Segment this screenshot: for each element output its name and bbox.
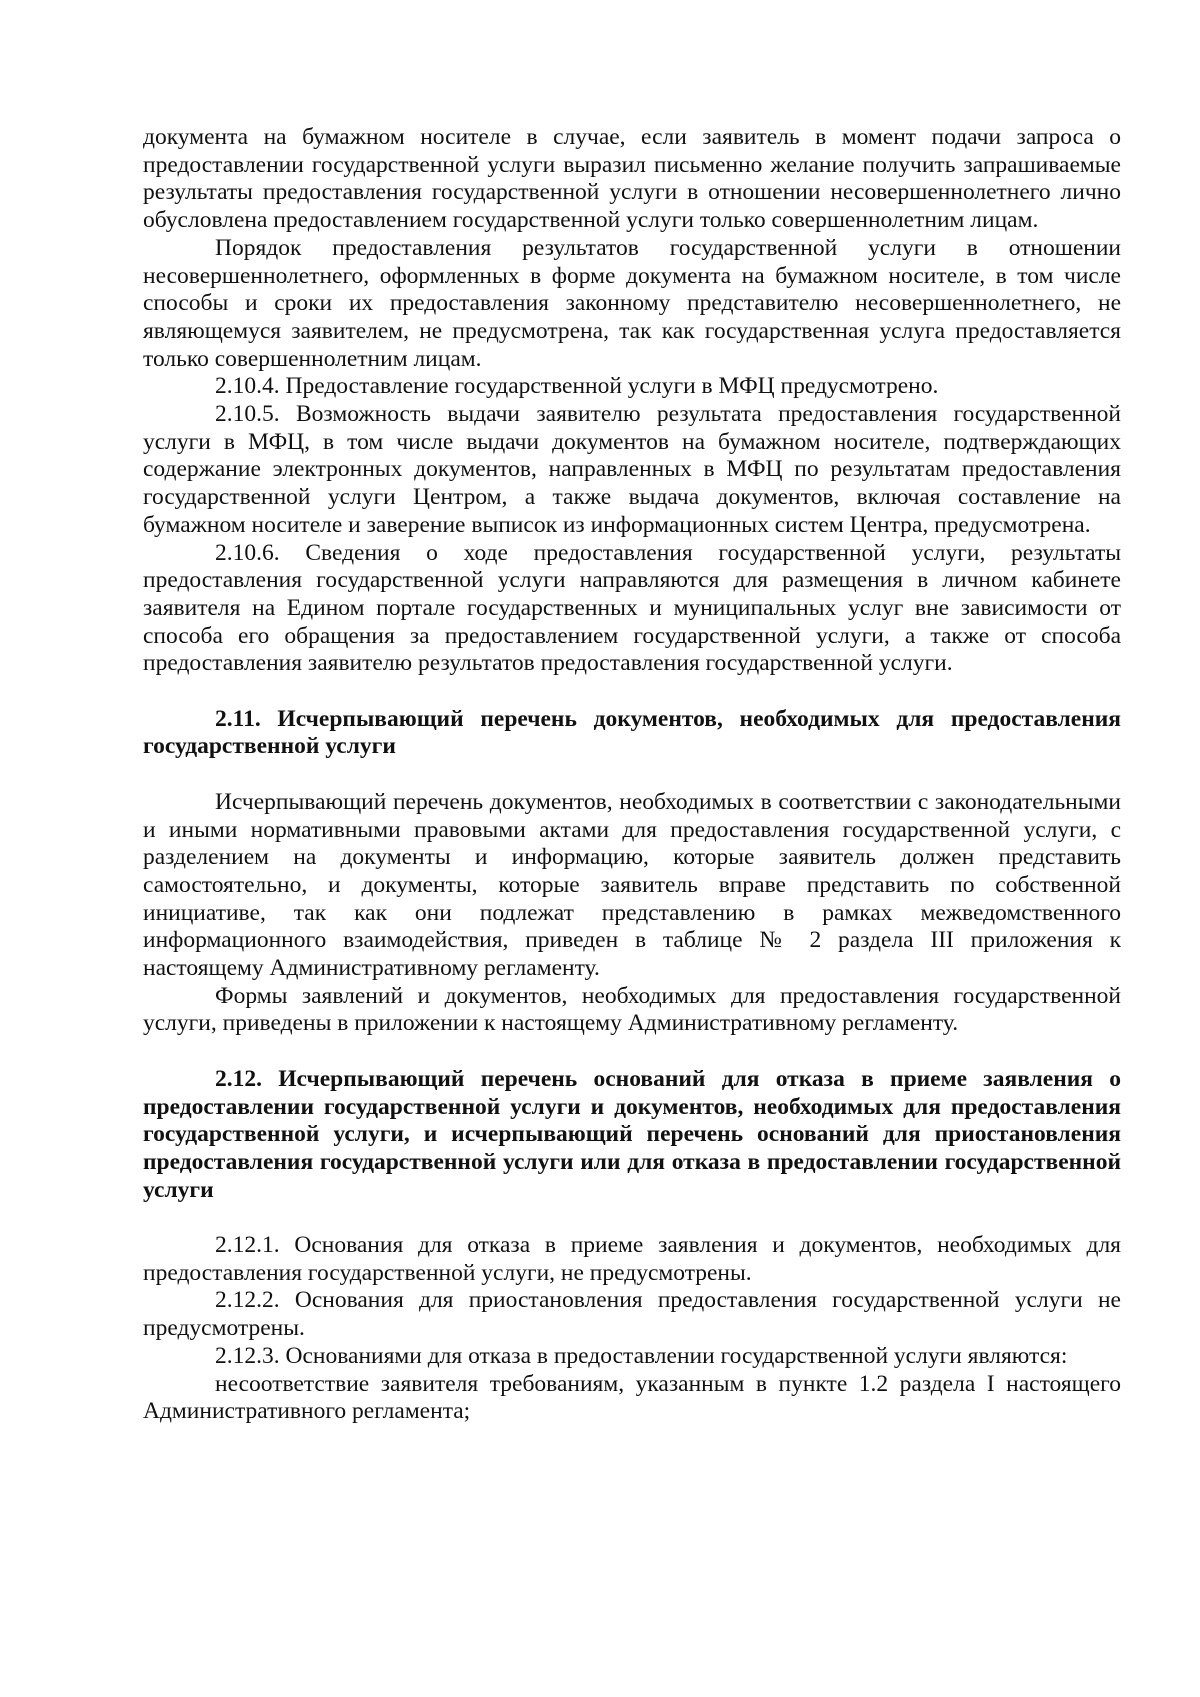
spacer <box>143 678 1121 706</box>
spacer <box>143 1204 1121 1232</box>
paragraph-refusal-reason: несоответствие заявителя требованиям, указанным в пункте 1.2 раздела I настоящего Административного регламента; <box>143 1370 1121 1425</box>
paragraph-result-procedure: Порядок предоставления результатов государственной услуги в отношении несовершеннолетнего, оформленных в форме документа на бумажном носителе, в том числе способы и сроки их предоставления законному представителю несовершеннолетнего, не являющемуся заявителем, не предусмотрена, так как государственная услуга предоставляется только совершеннолетним лицам. <box>143 234 1121 372</box>
paragraph-2-12-3: 2.12.3. Основаниями для отказа в предоставлении государственной услуги являются: <box>215 1342 1068 1369</box>
paragraph-documents-list: Исчерпывающий перечень документов, необходимых в соответствии с законодательными и иными нормативными правовыми актами для предоставления государственной услуги, с разделением на документы и информацию, которые заявитель должен представить самостоятельно, и документы, которые заявитель вправе представить по собственной инициативе, так как они подлежат представлению в рамках межведомственного информационного взаимодействия, приведен в таблице № 2 раздела III приложения к настоящему Административному регламенту. <box>143 788 1121 982</box>
paragraph-continuation: документа на бумажном носителе в случае, если заявитель в момент подачи запроса о предоставлении государственной услуги выразил письменно желание получить запрашиваемые результаты предоставления государственной услуги в отношении несовершеннолетнего лично обусловлена предоставлением государственной услуги только совершеннолетним лицам. <box>143 124 1121 234</box>
section-heading-2-12: 2.12. Исчерпывающий перечень оснований для отказа в приеме заявления о предоставлении государственной услуги и документов, необходимых для предоставления государственной услуги, и исчерпывающий перечень оснований для приостановления предоставления государственной услуги или для отказа в предоставлении государственной услуги <box>143 1065 1121 1203</box>
paragraph-2-12-1: 2.12.1. Основания для отказа в приеме заявления и документов, необходимых для предоставления государственной услуги, не предусмотрены. <box>143 1232 1121 1286</box>
document-page <box>143 124 1121 1426</box>
spacer <box>143 1038 1121 1066</box>
spacer <box>143 761 1121 789</box>
paragraph-forms: Формы заявлений и документов, необходимых для предоставления государственной услуги, приведены в приложении к настоящему Административному регламенту. <box>143 982 1121 1037</box>
paragraph-2-12-2: 2.12.2. Основания для приостановления предоставления государственной услуги не предусмотрены. <box>143 1287 1121 1342</box>
section-heading-2-11: 2.11. Исчерпывающий перечень документов, необходимых для предоставления государственной услуги <box>143 705 1121 760</box>
paragraph-2-10-6: 2.10.6. Сведения о ходе предоставления государственной услуги, результаты предоставления государственной услуги направляются для размещения в личном кабинете заявителя на Едином портале государственных и муниципальных услуг вне зависимости от способа его обращения за предоставлением государственной услуги, а также от способа предоставления заявителю результатов предоставления государственной услуги. <box>143 539 1121 677</box>
paragraph-2-10-4: 2.10.4. Предоставление государственной услуги в МФЦ предусмотрено. <box>215 373 939 400</box>
paragraph-2-10-5: 2.10.5. Возможность выдачи заявителю результата предоставления государственной услуги в МФЦ, в том числе выдачи документов на бумажном носителе, подтверждающих содержание электронных документов, направленных в МФЦ по результатам предоставления государственной услуги Центром, а также выдача документов, включая составление на бумажном носителе и заверение выписок из информационных систем Центра, предусмотрена. <box>143 401 1121 538</box>
